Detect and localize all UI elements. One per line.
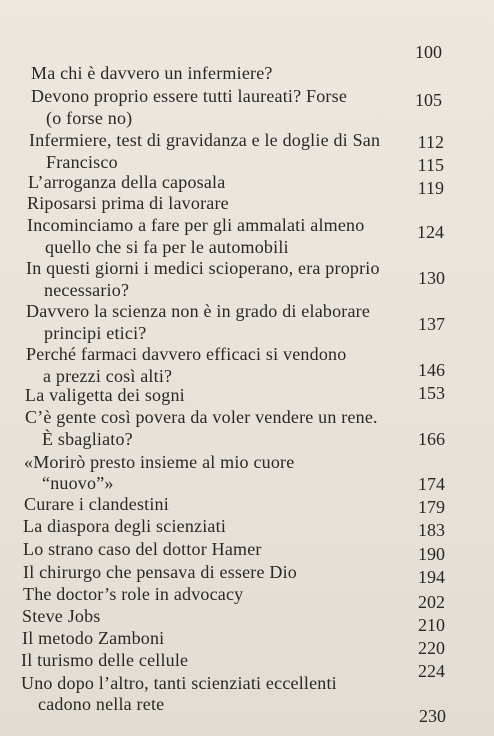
toc-entry-title: Davvero la scienza non è in grado di elaborare bbox=[26, 301, 371, 321]
toc-entry-title: Ma chi è davvero un infermiere? bbox=[31, 63, 273, 83]
toc-page-number: 115 bbox=[417, 155, 444, 175]
toc-entry-title: Infermiere, test di gravidanza e le doglie di San bbox=[29, 130, 381, 150]
toc-entry-title: Il metodo Zamboni bbox=[22, 628, 165, 648]
toc-page-number: 174 bbox=[418, 474, 445, 494]
toc-page-number: 153 bbox=[418, 383, 445, 403]
toc-page-number: 166 bbox=[418, 429, 445, 449]
toc-page-number: 202 bbox=[418, 592, 445, 612]
toc-entry-title: Steve Jobs bbox=[22, 606, 101, 626]
toc-page-number: 194 bbox=[418, 567, 445, 587]
toc-entry-title: Lo strano caso del dottor Hamer bbox=[23, 539, 262, 559]
toc-entry-title: The doctor’s role in advocacy bbox=[23, 584, 244, 604]
toc-entry-continuation: necessario? bbox=[44, 280, 130, 300]
toc-entry-title: Il turismo delle cellule bbox=[21, 650, 189, 670]
toc-page-number: 119 bbox=[417, 178, 444, 198]
toc-entry-title: Riposarsi prima di lavorare bbox=[27, 193, 229, 213]
toc-page-number: 183 bbox=[418, 520, 445, 540]
toc-entry-title: La valigetta dei sogni bbox=[25, 385, 185, 405]
toc-page-number: 137 bbox=[418, 314, 445, 334]
toc-entry-title: Il chirurgo che pensava di essere Dio bbox=[23, 562, 297, 582]
toc-entry-continuation: a prezzi così alti? bbox=[43, 366, 173, 386]
toc-page-number: 210 bbox=[418, 615, 445, 635]
toc-entry-continuation: “nuovo”» bbox=[42, 473, 114, 493]
toc-entry-title: Devono proprio essere tutti laureati? Forse bbox=[31, 86, 348, 106]
toc-entry-title: L’arroganza della caposala bbox=[28, 172, 226, 192]
toc-entry-continuation: quello che si fa per le automobili bbox=[45, 237, 289, 257]
toc-entry-continuation: cadono nella rete bbox=[38, 694, 165, 714]
toc-entry-title: Uno dopo l’altro, tanti scienziati eccellenti bbox=[21, 673, 337, 693]
toc-entry-title: Incominciamo a fare per gli ammalati almeno bbox=[27, 215, 365, 235]
toc-page-number: 224 bbox=[418, 661, 445, 681]
toc-entry-title: C’è gente così povera da voler vendere un rene. bbox=[25, 407, 378, 427]
toc-page-number: 124 bbox=[417, 222, 444, 242]
toc-entry-title: Curare i clandestini bbox=[24, 494, 169, 514]
toc-entry-title: Perché farmaci davvero efficaci si vendono bbox=[26, 344, 347, 364]
toc-entry-continuation: (o forse no) bbox=[46, 108, 133, 128]
toc-entry-continuation: Francisco bbox=[46, 152, 118, 172]
toc-entry-title: La diaspora degli scienziati bbox=[23, 516, 227, 536]
toc-page-number: 146 bbox=[418, 360, 445, 380]
toc-page-number: 220 bbox=[418, 638, 445, 658]
toc-page-number: 105 bbox=[415, 90, 442, 110]
toc-page-number: 100 bbox=[415, 42, 442, 62]
toc-page-number: 230 bbox=[419, 706, 446, 726]
toc-entry-title: «Morirò presto insieme al mio cuore bbox=[24, 452, 295, 472]
toc-entry-continuation: principi etici? bbox=[44, 323, 147, 343]
toc-entry-continuation: È sbagliato? bbox=[42, 429, 133, 449]
toc-page-number: 179 bbox=[418, 497, 445, 517]
toc-page-number: 112 bbox=[417, 132, 444, 152]
toc-entry-title: In questi giorni i medici scioperano, era proprio bbox=[26, 258, 380, 278]
toc-page-number: 190 bbox=[418, 544, 445, 564]
toc-page-number: 130 bbox=[418, 268, 445, 288]
